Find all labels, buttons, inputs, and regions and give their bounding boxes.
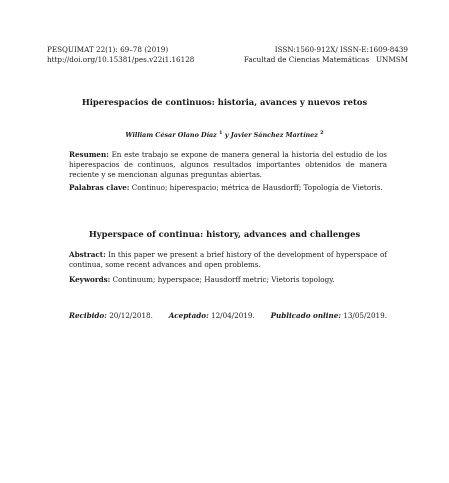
accepted-label: Aceptado: [168, 311, 209, 320]
title-english: Hyperspace of continua: history, advances and challenges [88, 229, 361, 239]
palabras-clave-label: Palabras clave: [69, 183, 130, 192]
received-value: 20/12/2018. [109, 311, 153, 320]
doi-link[interactable]: http://doi.org/10.15381/pes.v22i1.16128 [47, 55, 195, 64]
abstract-text: In this paper we present a brief history of the development of hyperspace of continua, some recent advances and open problems. [69, 250, 387, 270]
accepted-date [169, 311, 255, 320]
author-2: Javier Sánchez Martínez [230, 131, 318, 140]
keywords-text: Continuum; hyperspace; Hausdorff metric; Vietoris topology. [112, 275, 335, 284]
received-label: Recibido: [69, 311, 107, 320]
author-2-footnote: 2 [320, 130, 324, 136]
received-date [69, 311, 153, 320]
header-left [47, 45, 194, 65]
keywords-paragraph [69, 275, 387, 285]
author-connector: y [224, 131, 229, 140]
palabras-clave-paragraph [69, 183, 387, 193]
dates-line [69, 311, 387, 320]
resumen-paragraph [69, 150, 387, 181]
keywords-label: Keywords: [69, 275, 111, 284]
author-1: William César Olano Díaz [125, 131, 217, 140]
journal-reference: PESQUIMAT 22(1): 69–78 (2019) [47, 45, 169, 54]
affiliation-line: Facultad de Ciencias Matemáticas UNMSM [243, 55, 408, 64]
header-right [244, 45, 408, 65]
issn-line: ISSN:1560-912X/ ISSN-E:1609-8439 [274, 45, 408, 54]
published-value: 13/05/2019. [343, 311, 387, 320]
accepted-value: 12/04/2019. [211, 311, 255, 320]
abstract-paragraph [69, 250, 387, 270]
abstract-label: Abstract: [69, 250, 106, 259]
palabras-clave-text: Continuo; hiperespacio; métrica de Hausdorff; Topología de Vietoris. [131, 183, 383, 192]
published-label: Publicado online: [270, 311, 341, 320]
published-date [271, 311, 387, 320]
resumen-text: En este trabajo se expone de manera general la historia del estudio de los hiperespacios de continuos, algunos resultados importantes obtenidos de manera reciente y se mencionan algunas preguntas abiertas. [69, 150, 387, 180]
title-spanish: Hiperespacios de continuos: historia, avances y nuevos retos [81, 97, 368, 107]
author-1-footnote: 1 [219, 130, 223, 136]
author-line [0, 130, 449, 139]
resumen-label: Resumen: [69, 150, 109, 159]
